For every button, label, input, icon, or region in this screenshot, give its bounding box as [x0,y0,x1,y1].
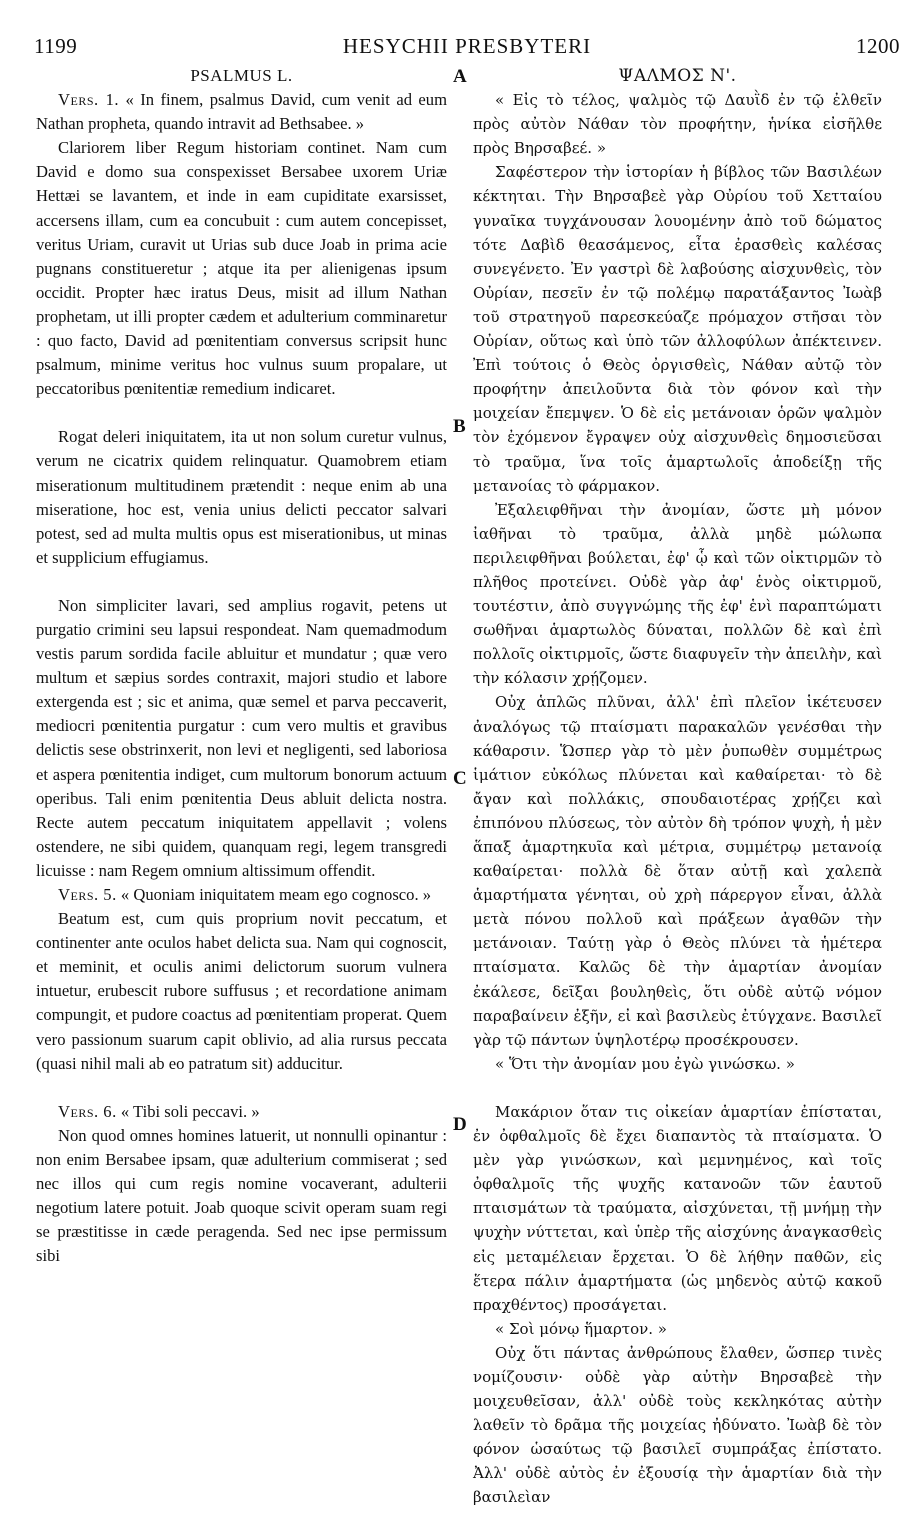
latin-verse-1 [36,88,447,136]
greek-paragraph: Οὐχ ὅτι πάντας ἀνθρώπους ἔλαθεν, ὥσπερ τινὲς νομίζουσιν· οὐδὲ γὰρ αὐτὴν Βηρσαβεὲ τὴν μοιχευθεῖσαν, ἀλλ' οὐδὲ τοὺς κεκληκότας αὐτὴν λαθεῖν τὸ δρᾶμα τῆς μοιχείας ἠδύνατο. Ἰωὰβ δὲ τὸν φόνον ὡσαύτως τῷ βασιλεῖ συμπράξας ἐπίστατο. Ἀλλ' οὐδὲ αὐτὸς ἐν ἐξουσίᾳ τὴν ἁμαρτίαν διὰ τὴν βασιλεὶαν [473,1343,882,1507]
verse-label: Vers. 5. [58,885,117,904]
latin-title: PSALMUS L. [190,66,293,85]
greek-column [473,64,882,1510]
latin-paragraph: Rogat deleri iniquitatem, ita ut non solum curetur vulnus, verum ne cicatrix quidem relinquatur. Quamobrem etiam miserationum multitudinem prætendit : neque enim ab una miseratione, hoc est, venia unius delicti peccator salvari potest, sed ad multa multis opus est miserationibus, ut minas et supplicium effugiamus. [36,427,447,567]
verse-text: « In finem, psalmus David, cum venit ad eum Nathan propheta, quando intravit ad Bethsabee. » [36,90,448,134]
greek-paragraph: Οὐχ ἁπλῶς πλῦναι, ἀλλ' ἐπὶ πλεῖον ἱκέτευσεν ἀναλόγως τῷ πταίσματι παρακαλῶν γενέσθαι τὴν κάθαρσιν. Ὥσπερ γὰρ τὸ μὲν ῥυπωθὲν συμμέτρως ἱμάτιον εὐκόλως πλύνεται καὶ καθαίρεται· τὸ δὲ ἄγαν καὶ πολλάκις, σπουδαιοτέρας χρῄζει καὶ ἐπιπόνου πλύσεως, τὸν αὐτὸν δὴ τρόπον ψυχὴ, ἡ μὲν ἅπαξ ἁμαρτηκυῖα καὶ μέτρια, συμμέτρῳ μετανοίᾳ καθαίρεται· πολλὰ δὲ ὅταν αὐτῇ καὶ χαλεπὰ ἁμαρτήματα γένηται, οὐ χρὴ πάρεργον εἶναι, ἀλλὰ μετὰ πόνου πολλοῦ καὶ πράξεων ἀγαθῶν τὴν μετάνοιαν. Ταύτῃ γὰρ ὁ Θεὸς πλύνει τὰ ἡμέτερα πταίσματα. Καλῶς δὲ τὴν ἁμαρτίαν ἀνομίαν ἐκάλεσε, δεῖξαι βουληθεὶς, ὅτι οὐδὲ αὐτῷ νόμον παραβαίνειν ἐξῆν, εἰ καὶ βασιλεὺς ἐτύγχανε. Βασιλεῖ γὰρ τῷ πάντων ὑψηλοτέρῳ προσέκρουσεν. [473,693,882,1049]
latin-verse-5 [36,883,447,907]
greek-paragraph: Ἐξαλειφθῆναι τὴν ἀνομίαν, ὥστε μὴ μόνον ἰαθῆναι τὸ τραῦμα, ἀλλὰ μηδὲ μώλωπα περιλειφθῆναι βούλεται, ἐφ' ᾧ καὶ τῶν οἰκτιρμῶν τὸ πλῆθος προτείνει. Οὐδὲ γὰρ ἀφ' ἑνὸς οἰκτιρμοῦ, τουτέστιν, ἀπὸ συγγνώμης τῆς ἐφ' ἑνὶ παραπτώματι σωθῆναι ἁμαρτωλὸς δύναται, πολλῶν δὲ καὶ ἐπὶ πολλοῖς οἰκτιρμοῖς, ὥστε διαφυγεῖν τὴν ἀπειλὴν, καὶ τὴν κόλασιν χρῄζομεν. [473,500,882,688]
greek-verse-1: « Εἰς τὸ τέλος, ψαλμὸς τῷ Δαυῒδ ἐν τῷ ἐλθεῖν πρὸς αὐτὸν Νάθαν τὸν προφήτην, ἡνίκα εἰσῆλθε πρὸς Βηρσαβεέ. » [473,91,882,158]
verse-label: Vers. 1. [58,90,120,110]
latin-paragraph: Beatum est, cum quis proprium novit peccatum, et continenter ante oculos habet delicta sua. Nam qui cognoscit, et meminit, et oculis animi delictorum suorum vulnera intuetur, erubescit rubore suffusus ; et recordatione animam compungit, et pudore coactus ad pœnitentiam properat. Quem vero passionum suarum capit oblivio, ad alia rursus peccata (quasi nihil mali ab eo patratum sit) adducitur. [36,909,447,1073]
running-title: HESYCHII PRESBYTERI [342,34,592,58]
latin-paragraph: Non simpliciter lavari, sed amplius rogavit, petens ut purgatio crimini seu lapsui respondeat. Nam quemadmodum vestis parum sordida facile abluitur et mundatur ; quæ vero multum et sæpius sordes contraxit, majori studio et labore extergenda est ; sic et anima, quæ semel et parva peccaverit, mediocri pœnitentia purgatur : cum vero multis et gravibus delictis sese obstrinxerit, non levi et negligenti, sed laboriosa et aspera pœnitentia indiget, cum multorum bonorum actuum operibus. Tali enim pœnitentia Deus abluit delicta nostra. Recte autem peccatum iniquitatem appellavit ; volens ostendere, ne sibi quidem, quanquam regi, legem transgredi licuisse : nam Regem omnium altissimum offendit. [36,595,447,880]
greek-paragraph: Μακάριον ὅταν τις οἰκείαν ἁμαρτίαν ἐπίσταται, ἐν ὀφθαλμοῖς δὲ ἔχει διαπαντὸς τὰ πταίσματα. Ὁ μὲν γὰρ γινώσκων, καὶ μεμνημένος, καὶ τοῖς ὀφθαλμοῖς τῆς ψυχῆς κατανοῶν τῶν ἑαυτοῦ πταισμάτων τὰ τραύματα, αἰσχύνεται, τῇ μνήμῃ τὴν ψυχὴν νύττεται, καὶ ὑπὲρ τῆς αἰσχύνης ἀναγκασθεὶς εἰς μεταμέλειαν ἔρχεται. Ὁ δὲ λήθην παθῶν, εἰς ἕτερα πάλιν ἁμαρτήματα (ὡς μηδενὸς αὐτῷ κακοῦ πραχθέντος) προσάγεται. [473,1102,882,1314]
latin-paragraph: Clariorem liber Regum historiam continet. Nam cum David e domo sua conspexisset Bersabee uxorem Uriæ Hettæi se lavantem, et inde in eam cupiditate exarsisset, accersens illam, cum ea concubuit : cum autem concepisset, veritus Uriam, curavit ut Urias sub duce Joab in prima acie pugnans constitueretur ; atque ita per alienigenas ipsum occidit. Propter hæc iratus Deus, misit ad illum Nathan prophetam, ut illi propter cædem et adulterium comminaretur : quo facto, David ad pœnitentiam conversus scripsit hunc psalmum, minime veritus hoc vulnus suum propalare, ut peccatoribus pœnitentiæ remedium indicaret. [36,138,447,399]
page-header [34,34,900,62]
latin-verse-6 [36,1100,447,1124]
margin-marker-c: C [453,768,467,789]
greek-verse-5: « Ὅτι τὴν ἀνομίαν μου ἐγὼ γινώσκω. » [495,1054,795,1073]
greek-verse-6: « Σοὶ μόνῳ ἥμαρτον. » [495,1319,667,1338]
page-number-left: 1199 [34,34,78,58]
verse-text: « Quoniam iniquitatem meam ego cognosco. » [120,885,432,904]
verse-label: Vers. 6. [58,1101,117,1121]
margin-marker-b: B [453,416,466,437]
latin-column [36,64,447,1268]
margin-marker-d: D [453,1114,467,1135]
greek-paragraph: Σαφέστερον τὴν ἱστορίαν ἡ βίβλος τῶν Βασιλέων κέκτηται. Τὴν Βηρσαβεὲ γὰρ Οὐρίου τοῦ Χετταίου γυναῖκα τυγχάνουσαν λουομένην ἀπὸ τοῦ δώματος τότε Δαβὶδ θεασάμενος, εἶτα ἐρασθεὶς καλέσας συνεγένετο. Ἐν γαστρὶ δὲ λαβούσης αἰσχυνθεὶς, τὸν Οὐρίαν, πεσεῖν ἐν τῷ πολέμῳ παρατάξαντος Ἰωὰβ τοῦ στρατηγοῦ παρεσκεύαζε πρόμαχον στῆσαι τὸν Οὐρίαν, οὕτως καὶ ὑπὸ τῶν ἀλλοφύλων ἀπέκτεινεν. Ἐπὶ τούτοις ὁ Θεὸς ὀργισθεὶς, Νάθαν αὐτῷ τὸν προφήτην ἀπειλοῦντα διὰ τὸν φόνον καὶ τὴν μοιχείαν ἔπεμψεν. Ὁ δὲ εἰς μετάνοιαν ὁρῶν ψαλμὸν τὸν ἐχόμενον ἔγραψεν οὐχ αἰσχυνθεὶς δημοσιεῦσαι τὸ τραῦμα, ἵνα τοῖς ἁμαρτωλοῖς ἀποδείξῃ τῆς μετανοίας τὸ φάρμακον. [473,163,882,495]
greek-title: ΨΑΛΜΟΣ Ν'. [618,66,737,86]
margin-marker-a: A [453,66,467,87]
latin-paragraph: Non quod omnes homines latuerit, ut nonnulli opinantur : non enim Bersabee ipsam, quæ adulterium commiserat ; sed nec illos qui cum regis nomine vocaverant, adulterii negotium latere potuit. Joab quoque scivit operam suam regi se præstitisse in cæde peragenda. Sed nec ipse permissum sibi [36,1125,447,1266]
page-number-right: 1200 [856,34,900,58]
verse-text: « Tibi soli peccavi. » [120,1101,260,1121]
